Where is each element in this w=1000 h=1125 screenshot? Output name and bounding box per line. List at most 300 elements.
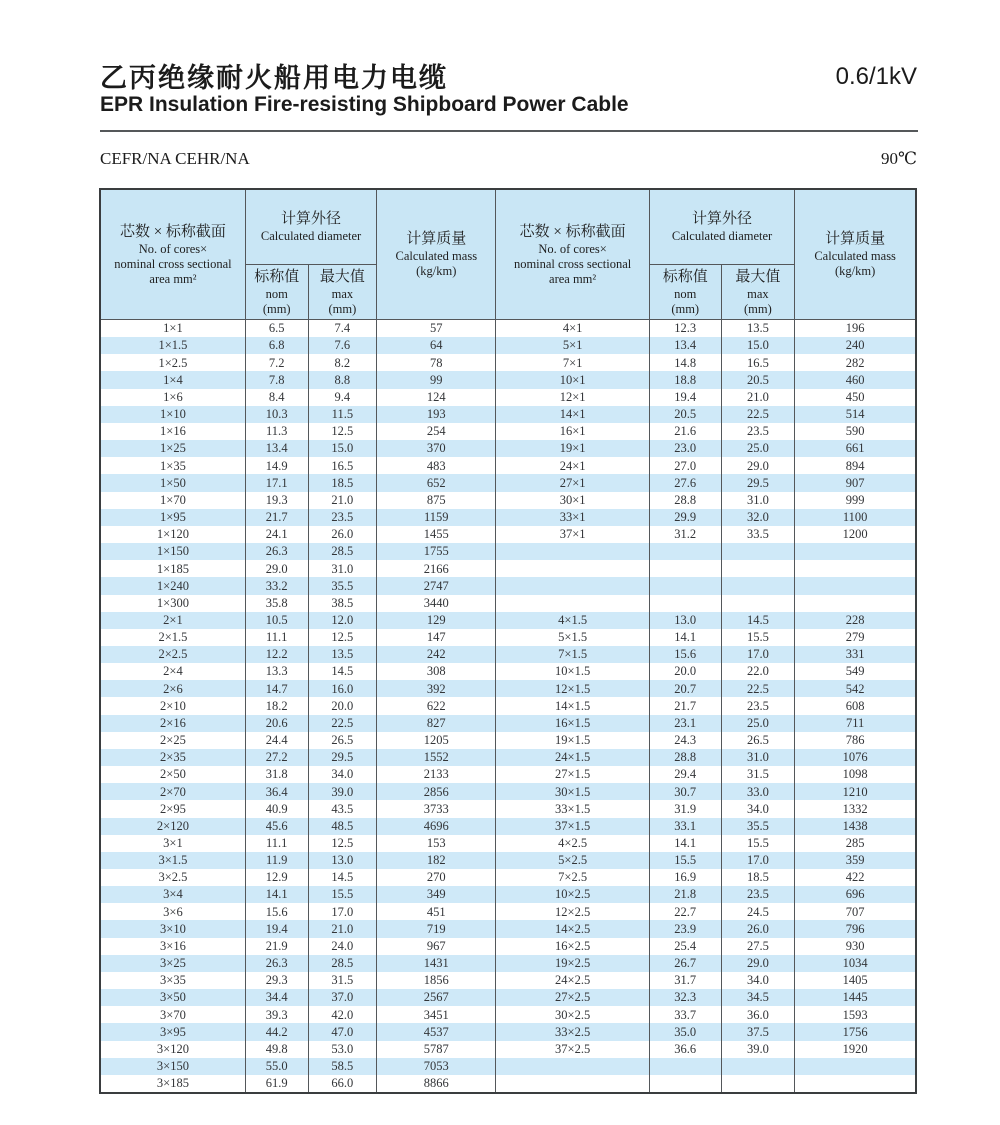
spec-cell: 19×2.5 [496,955,650,972]
mass-cell [795,1058,916,1075]
spec-cell: 27×2.5 [496,989,650,1006]
header-label-en: (kg/km) [416,264,457,278]
spec-cell: 1×95 [100,509,245,526]
table-row [100,1006,916,1023]
max-cell: 34.0 [721,800,795,817]
table-row [100,354,916,371]
voltage-rating: 0.6/1kV [835,63,917,90]
max-cell: 39.0 [721,1041,795,1058]
header-label-en: No. of cores× [138,241,208,256]
mass-cell: 786 [795,732,916,749]
max-cell: 31.0 [721,749,795,766]
spec-cell: 3×1 [100,835,245,852]
table-row [100,680,916,697]
max-cell: 31.0 [721,492,795,509]
mass-cell: 827 [377,715,496,732]
nom-cell: 31.2 [649,526,721,543]
mass-cell: 359 [795,852,916,869]
header-label-en: (mm) [671,301,700,316]
table-row [100,406,916,423]
max-cell: 20.5 [721,371,795,388]
mass-cell: 242 [377,646,496,663]
header-label-zh: 最大值 [319,268,365,285]
spec-cell: 2×95 [100,800,245,817]
mass-cell: 5787 [377,1041,496,1058]
max-cell: 22.5 [308,715,377,732]
mass-cell: 124 [377,389,496,406]
mass-cell: 652 [377,474,496,491]
nom-cell: 49.8 [245,1041,308,1058]
nom-cell: 18.2 [245,697,308,714]
max-cell [721,1075,795,1093]
nom-cell: 34.4 [245,989,308,1006]
nom-cell: 12.9 [245,869,308,886]
mass-cell: 392 [377,680,496,697]
max-cell: 27.5 [721,938,795,955]
max-cell: 36.0 [721,1006,795,1023]
nom-cell: 55.0 [245,1058,308,1075]
max-cell: 28.5 [308,955,377,972]
table-row [100,1041,916,1058]
table-row [100,697,916,714]
spec-cell: 10×2.5 [496,886,650,903]
spec-cell: 2×10 [100,697,245,714]
spec-cell: 3×25 [100,955,245,972]
mass-cell: 228 [795,612,916,629]
nom-cell: 20.7 [649,680,721,697]
mass-cell: 460 [795,371,916,388]
max-cell: 13.0 [308,852,377,869]
table-row [100,371,916,388]
nom-cell: 15.6 [245,903,308,920]
nom-cell [649,595,721,612]
mass-cell: 608 [795,697,916,714]
nom-cell: 6.8 [245,337,308,354]
nom-cell: 23.9 [649,920,721,937]
max-cell: 28.5 [308,543,377,560]
mass-cell: 282 [795,354,916,371]
table-row [100,989,916,1006]
spec-cell: 3×1.5 [100,852,245,869]
spec-cell: 2×25 [100,732,245,749]
spec-cell: 14×2.5 [496,920,650,937]
mass-cell: 78 [377,354,496,371]
table-row [100,732,916,749]
mass-cell: 1920 [795,1041,916,1058]
max-cell: 8.8 [308,371,377,388]
max-cell: 66.0 [308,1075,377,1093]
max-cell: 35.5 [308,577,377,594]
mass-cell: 1445 [795,989,916,1006]
spec-cell: 30×2.5 [496,1006,650,1023]
spec-cell: 3×2.5 [100,869,245,886]
spec-cell: 1×35 [100,457,245,474]
mass-cell: 3451 [377,1006,496,1023]
nom-cell: 7.2 [245,354,308,371]
max-cell: 29.5 [721,474,795,491]
col-header-diameter-left [245,189,376,265]
spec-cell [496,543,650,560]
header-label-en: (mm) [328,301,357,316]
spec-cell: 16×1.5 [496,715,650,732]
mass-cell: 1755 [377,543,496,560]
nom-cell: 35.0 [649,1023,721,1040]
spec-cell: 12×1 [496,389,650,406]
nom-cell: 23.1 [649,715,721,732]
spec-cell: 3×70 [100,1006,245,1023]
header-label-en: (mm) [262,301,291,316]
table-row [100,577,916,594]
table-row [100,440,916,457]
nom-cell: 16.9 [649,869,721,886]
spec-cell: 1×1 [100,320,245,338]
header-label-en: (mm) [744,301,772,316]
table-row [100,560,916,577]
spec-cell: 19×1 [496,440,650,457]
mass-cell: 1405 [795,972,916,989]
mass-cell: 3733 [377,800,496,817]
nom-cell: 29.3 [245,972,308,989]
spec-cell: 37×1 [496,526,650,543]
spec-cell: 3×95 [100,1023,245,1040]
mass-cell: 1438 [795,818,916,835]
mass-cell: 1159 [377,509,496,526]
mass-cell [795,560,916,577]
nom-cell: 14.1 [649,629,721,646]
header-divider [100,130,918,132]
max-cell: 43.5 [308,800,377,817]
mass-cell: 483 [377,457,496,474]
table-body [100,320,916,1094]
col-header-spec-right [496,189,650,320]
spec-cell: 2×1 [100,612,245,629]
nom-cell: 12.3 [649,320,721,338]
max-cell: 15.5 [308,886,377,903]
mass-cell: 1200 [795,526,916,543]
max-cell: 42.0 [308,1006,377,1023]
spec-cell: 1×240 [100,577,245,594]
header-label-zh: 最大值 [735,268,781,285]
max-cell: 21.0 [308,920,377,937]
mass-cell: 2856 [377,783,496,800]
header-label-en: Calculated diameter [671,229,773,243]
nom-cell: 14.9 [245,457,308,474]
spec-cell: 37×2.5 [496,1041,650,1058]
header-label-zh: 芯数 × 标称截面 [519,223,626,240]
nom-cell: 28.8 [649,749,721,766]
spec-cell: 1×6 [100,389,245,406]
mass-cell [795,543,916,560]
spec-cell: 1×16 [100,423,245,440]
nom-cell: 21.9 [245,938,308,955]
table-row [100,835,916,852]
spec-cell: 2×120 [100,818,245,835]
mass-cell: 2133 [377,766,496,783]
nom-cell: 17.1 [245,474,308,491]
nom-cell: 27.6 [649,474,721,491]
nom-cell: 35.8 [245,595,308,612]
spec-cell: 24×2.5 [496,972,650,989]
max-cell: 14.5 [308,663,377,680]
nom-cell: 30.7 [649,783,721,800]
nom-cell: 7.8 [245,371,308,388]
header-label-en: (kg/km) [834,264,876,278]
spec-cell: 3×10 [100,920,245,937]
nom-cell: 6.5 [245,320,308,338]
mass-cell: 7053 [377,1058,496,1075]
max-cell: 23.5 [308,509,377,526]
max-cell: 26.5 [308,732,377,749]
nom-cell: 13.4 [649,337,721,354]
max-cell: 53.0 [308,1041,377,1058]
table-row [100,749,916,766]
spec-cell: 2×6 [100,680,245,697]
max-cell: 26.0 [721,920,795,937]
spec-cell: 5×1.5 [496,629,650,646]
nom-cell: 21.7 [649,697,721,714]
mass-cell: 422 [795,869,916,886]
mass-cell [795,577,916,594]
nom-cell: 20.5 [649,406,721,423]
max-cell: 33.0 [721,783,795,800]
max-cell [721,577,795,594]
nom-cell: 13.4 [245,440,308,457]
mass-cell: 331 [795,646,916,663]
mass-cell: 967 [377,938,496,955]
table-row [100,715,916,732]
nom-cell: 10.5 [245,612,308,629]
spec-cell: 3×150 [100,1058,245,1075]
nom-cell: 26.7 [649,955,721,972]
nom-cell: 45.6 [245,818,308,835]
spec-cell: 14×1 [496,406,650,423]
max-cell: 21.0 [721,389,795,406]
max-cell: 17.0 [721,646,795,663]
header-label-zh: 芯数 × 标称截面 [119,223,226,240]
nom-cell: 27.0 [649,457,721,474]
nom-cell: 20.6 [245,715,308,732]
header-label-en: No. of cores× [538,241,607,256]
mass-cell: 8866 [377,1075,496,1093]
spec-cell: 3×16 [100,938,245,955]
nom-cell: 20.0 [649,663,721,680]
max-cell: 12.5 [308,629,377,646]
mass-cell: 196 [795,320,916,338]
mass-cell: 153 [377,835,496,852]
spec-cell: 27×1.5 [496,766,650,783]
table-row [100,543,916,560]
max-cell: 29.0 [721,457,795,474]
nom-cell: 31.7 [649,972,721,989]
table-row [100,457,916,474]
mass-cell: 1210 [795,783,916,800]
max-cell: 13.5 [308,646,377,663]
max-cell: 32.0 [721,509,795,526]
max-cell: 31.5 [308,972,377,989]
spec-cell: 2×70 [100,783,245,800]
col-header-nom-right [649,265,721,320]
max-cell: 14.5 [308,869,377,886]
col-header-spec-left [100,189,245,320]
max-cell: 17.0 [308,903,377,920]
table-row [100,423,916,440]
spec-cell: 1×25 [100,440,245,457]
table-row [100,903,916,920]
nom-cell: 40.9 [245,800,308,817]
spec-cell: 1×4 [100,371,245,388]
nom-cell: 24.1 [245,526,308,543]
col-header-diameter-right [649,189,794,265]
nom-cell: 23.0 [649,440,721,457]
mass-cell: 4696 [377,818,496,835]
table-row [100,595,916,612]
table-row [100,389,916,406]
spec-cell: 16×1 [496,423,650,440]
max-cell: 34.0 [308,766,377,783]
header-label-en: nominal cross sectional [114,256,232,271]
mass-cell: 182 [377,852,496,869]
spec-cell: 4×1 [496,320,650,338]
spec-cell: 4×1.5 [496,612,650,629]
spec-cell [496,595,650,612]
temperature-rating: 90℃ [880,149,917,168]
specification-table [99,188,917,1094]
max-cell: 25.0 [721,440,795,457]
max-cell: 11.5 [308,406,377,423]
nom-cell: 10.3 [245,406,308,423]
spec-cell [496,1075,650,1093]
max-cell: 24.0 [308,938,377,955]
mass-cell: 147 [377,629,496,646]
table-row [100,938,916,955]
max-cell: 12.0 [308,612,377,629]
mass-cell: 1593 [795,1006,916,1023]
table-row [100,1075,916,1093]
header-label-zh: 计算质量 [406,231,467,247]
table-row [100,972,916,989]
spec-cell: 2×35 [100,749,245,766]
mass-cell: 4537 [377,1023,496,1040]
nom-cell: 14.8 [649,354,721,371]
max-cell: 9.4 [308,389,377,406]
max-cell: 34.0 [721,972,795,989]
spec-cell: 1×150 [100,543,245,560]
spec-cell: 19×1.5 [496,732,650,749]
nom-cell: 27.2 [245,749,308,766]
mass-cell [795,595,916,612]
nom-cell: 13.0 [649,612,721,629]
max-cell: 29.0 [721,955,795,972]
max-cell: 13.5 [721,320,795,338]
header-label-en: nom [674,286,697,301]
col-header-mass-left [377,189,496,320]
spec-cell: 3×6 [100,903,245,920]
nom-cell [649,560,721,577]
header-label-zh: 标称值 [662,268,708,285]
mass-cell: 2166 [377,560,496,577]
max-cell: 47.0 [308,1023,377,1040]
table-row [100,492,916,509]
spec-cell: 30×1 [496,492,650,509]
spec-cell: 5×2.5 [496,852,650,869]
mass-cell: 1034 [795,955,916,972]
col-header-max-right [721,265,795,320]
mass-cell: 1076 [795,749,916,766]
mass-cell: 719 [377,920,496,937]
mass-cell: 64 [377,337,496,354]
mass-cell: 451 [377,903,496,920]
max-cell: 12.5 [308,835,377,852]
header-label-zh: 计算质量 [825,231,886,247]
spec-cell: 3×35 [100,972,245,989]
max-cell: 15.5 [721,629,795,646]
nom-cell: 32.3 [649,989,721,1006]
nom-cell: 44.2 [245,1023,308,1040]
mass-cell: 370 [377,440,496,457]
spec-cell: 33×1.5 [496,800,650,817]
max-cell: 14.5 [721,612,795,629]
spec-cell: 7×2.5 [496,869,650,886]
header-label-zh: 标称值 [254,268,300,285]
mass-cell: 661 [795,440,916,457]
spec-cell: 7×1 [496,354,650,371]
nom-cell: 26.3 [245,543,308,560]
table-row [100,629,916,646]
mass-cell: 514 [795,406,916,423]
spec-cell: 2×1.5 [100,629,245,646]
max-cell: 58.5 [308,1058,377,1075]
mass-cell: 549 [795,663,916,680]
table-row [100,646,916,663]
spec-cell: 1×185 [100,560,245,577]
nom-cell: 31.8 [245,766,308,783]
nom-cell: 26.3 [245,955,308,972]
max-cell: 25.0 [721,715,795,732]
nom-cell: 14.1 [649,835,721,852]
max-cell: 12.5 [308,423,377,440]
spec-cell: 4×2.5 [496,835,650,852]
mass-cell: 254 [377,423,496,440]
max-cell: 29.5 [308,749,377,766]
spec-cell: 12×1.5 [496,680,650,697]
nom-cell: 19.3 [245,492,308,509]
nom-cell [649,1058,721,1075]
spec-cell: 37×1.5 [496,818,650,835]
page-title-chinese: 乙丙绝缘耐火船用电力电缆 [100,63,448,93]
max-cell: 18.5 [721,869,795,886]
max-cell: 15.0 [721,337,795,354]
spec-cell: 10×1 [496,371,650,388]
mass-cell: 2567 [377,989,496,1006]
max-cell: 26.0 [308,526,377,543]
spec-cell [496,1058,650,1075]
nom-cell: 39.3 [245,1006,308,1023]
nom-cell: 14.7 [245,680,308,697]
spec-cell: 2×4 [100,663,245,680]
mass-cell: 450 [795,389,916,406]
col-header-max-left [308,265,377,320]
spec-cell: 1×70 [100,492,245,509]
spec-cell: 24×1.5 [496,749,650,766]
table-row [100,612,916,629]
max-cell: 31.5 [721,766,795,783]
mass-cell: 99 [377,371,496,388]
cable-model-codes: CEFR/NA CEHR/NA [100,149,250,168]
nom-cell: 18.8 [649,371,721,388]
spec-cell: 16×2.5 [496,938,650,955]
spec-cell: 10×1.5 [496,663,650,680]
col-header-nom-left [245,265,308,320]
